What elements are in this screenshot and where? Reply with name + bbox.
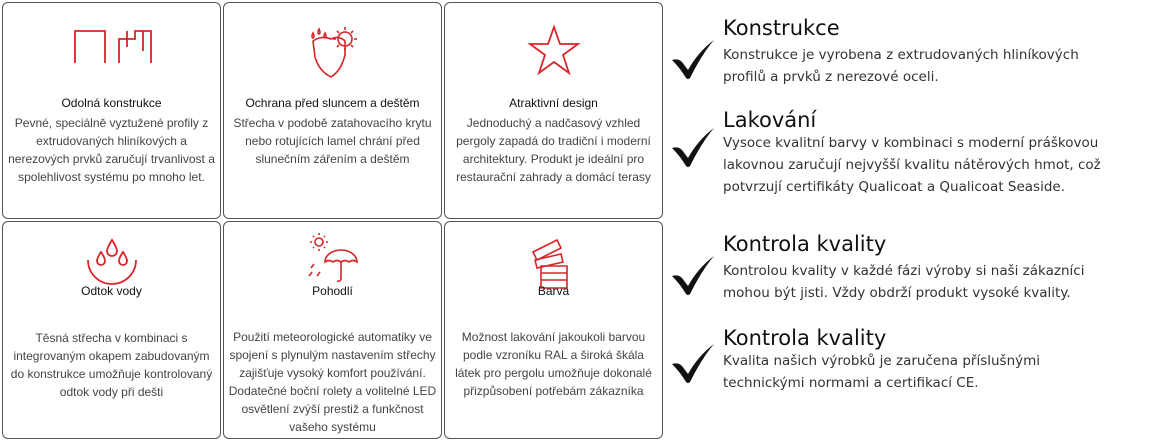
card-text: Střecha v podobě zatahovacího krytu nebo rotujících lamel chrání před slunečním zářením a deštěm <box>233 116 432 166</box>
feature-item <box>670 326 1140 406</box>
feature-card <box>444 221 663 439</box>
feature-item <box>670 108 1140 228</box>
feature-item <box>670 16 1140 96</box>
color-swatch-icon <box>527 236 581 290</box>
card-text: Použití meteorologické automatiky ve spojení s plynulým nastavením střechy zajišťuje vysoký komfort používání. Dodatečné boční rolety a volitelné LED osvětlení zvýší prestiž a funkčnost vašeho systému <box>228 330 437 434</box>
card-title: Ochrana před sluncem a deštěm <box>245 96 420 110</box>
card-text: Pevné, speciálně vyztužené profily z extrudovaných hliníkových a nerezových prvků zaručují trvanlivost a spolehlivost systému po mnoho let. <box>8 116 215 184</box>
feature-title: Kontrola kvality <box>723 232 887 256</box>
card-text: Těsná střecha v kombinaci s integrovaným okapem zabudovaným do konstrukce umožňuje kontrolovaný odtok vody při dešti <box>10 331 213 399</box>
feature-card <box>2 2 221 219</box>
checkmark-icon <box>670 38 716 82</box>
feature-text: Konstrukce je vyrobena z extrudovaných hliníkových profilů a prvků z nerezové oceli. <box>723 47 1079 85</box>
checkmark-icon <box>670 342 716 386</box>
feature-text: Kontrolou kvality v každé fázi výroby si naši zákazníci mohou být jisti. Vždy obdrží produkt vysoké kvality. <box>723 263 1085 301</box>
star-icon <box>526 23 582 77</box>
feature-text: Vysoce kvalitní barvy v kombinaci s moderní práškovou lakovnou zaručují nejvyšší kvalitu nátěrových hmot, což potvrzují certifikáty Qualicoat a Qualicoat Seaside. <box>723 135 1101 195</box>
feature-item <box>670 232 1140 312</box>
feature-card <box>2 221 221 439</box>
feature-title: Lakování <box>723 108 817 132</box>
feature-title: Kontrola kvality <box>723 326 887 350</box>
checkmark-icon <box>670 254 716 298</box>
water-drainage-icon <box>84 238 140 288</box>
card-title: Barva <box>537 284 570 298</box>
card-title: Atraktivní design <box>509 96 598 110</box>
card-title: Pohodlí <box>312 284 353 298</box>
feature-card <box>444 2 663 219</box>
card-text: Možnost lakování jakoukoli barvou podle vzroníku RAL a široká škála látek pro pergolu umožňuje dokonalé přizpůsobení potřebám zákazníka <box>455 330 652 398</box>
feature-card <box>223 2 442 219</box>
sun-rain-shield-icon <box>303 25 363 81</box>
feature-title: Konstrukce <box>723 16 840 40</box>
card-title: Odtok vody <box>81 284 142 298</box>
card-title: Odolná konstrukce <box>61 96 162 110</box>
feature-card <box>223 221 442 439</box>
frame-structure-icon <box>67 23 157 69</box>
umbrella-weather-icon <box>305 232 361 284</box>
checkmark-icon <box>670 126 716 170</box>
feature-text: Kvalita našich výrobků je zaručena příslušnými technickými normami a certifikací CE. <box>723 353 1041 391</box>
card-text: Jednoduchý a nadčasový vzhled pergoly zapadá do tradiční i moderní architektury. Produkt je ideální pro restaurační zahrady a domácí terasy <box>456 116 651 184</box>
